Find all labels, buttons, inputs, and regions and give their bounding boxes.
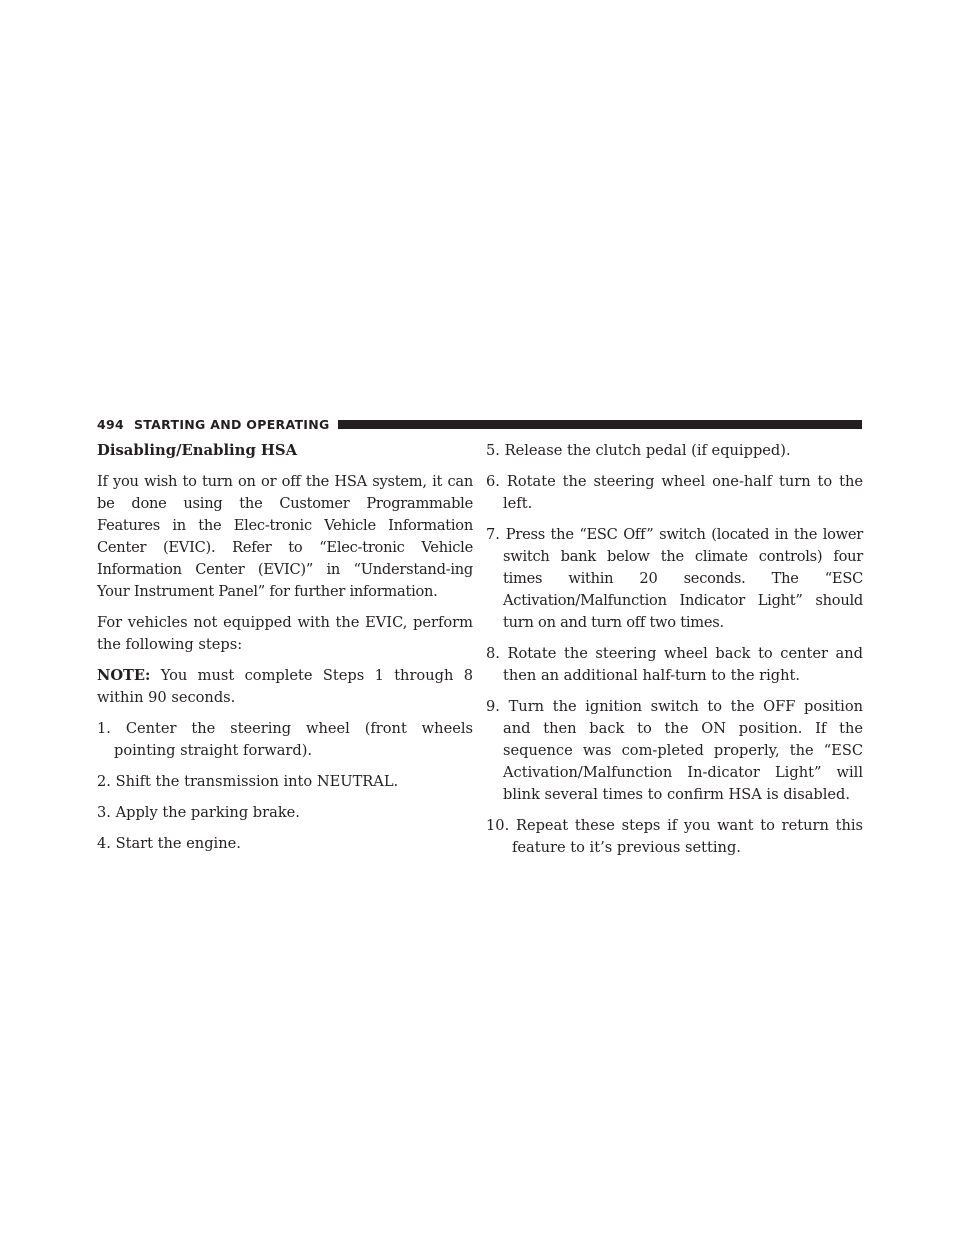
step-number: 9. [486,698,500,715]
step-item [97,833,473,855]
step-item [486,471,863,515]
step-number: 2. [97,773,111,790]
step-number: 10. [486,817,510,834]
step-text: Rotate the steering wheel one-half turn to the left. [503,473,863,512]
step-item [97,771,473,793]
step-number: 1. [97,720,111,737]
intro-paragraph: If you wish to turn on or off the HSA system, it can be done using the Customer Programmable Features in the Elec-tronic Vehicle Information Center (EVIC). Refer to “Elec-tronic Vehicle Information Center (EVIC)” in “Understand-ing Your Instrument Panel” for further information. [97,473,473,600]
step-item [97,802,473,824]
step-item [486,696,863,806]
step-number: 5. [486,442,500,459]
step-item [486,815,863,859]
step-number: 7. [486,526,500,543]
step-text: Apply the parking brake. [115,804,300,821]
step-text: Center the steering wheel (front wheels pointing straight forward). [114,720,474,759]
step-text: Start the engine. [115,835,241,852]
step-number: 6. [486,473,500,490]
step-item [486,643,863,687]
page-number: 494 [97,416,124,432]
step-text: Turn the ignition switch to the OFF position and then back to the ON position. If the sequence was com-pleted properly, the “ESC Activation/Malfunction In-dicator Light” will blink several times to confirm HSA is disabled. [503,698,864,803]
step-text: Rotate the steering wheel back to center and then an additional half-turn to the right. [503,645,864,684]
step-text: Press the “ESC Off” switch (located in the lower switch bank below the climate controls) four times within 20 seconds. The “ESC Activation/Malfunction Indicator Light” should turn on and turn off two times. [503,526,863,631]
step-text: Release the clutch pedal (if equipped). [504,442,791,459]
step-number: 4. [97,835,111,852]
note-label: NOTE: [97,667,151,684]
step-item [486,440,863,462]
header-rule [338,420,862,429]
note-text: You must complete Steps 1 through 8 within 90 seconds. [97,667,473,706]
step-text: Repeat these steps if you want to return this feature to it’s previous setting. [512,817,864,856]
left-column [97,440,473,864]
evic-paragraph: For vehicles not equipped with the EVIC, perform the following steps: [97,614,473,653]
step-item [97,718,473,762]
step-number: 3. [97,804,111,821]
step-item [486,524,863,634]
page-header [0,416,862,432]
note-paragraph [97,665,473,709]
step-number: 8. [486,645,500,662]
section-heading: Disabling/Enabling HSA [97,442,298,459]
step-text: Shift the transmission into NEUTRAL. [115,773,399,790]
section-title: STARTING AND OPERATING [134,416,330,432]
right-column [486,440,863,868]
